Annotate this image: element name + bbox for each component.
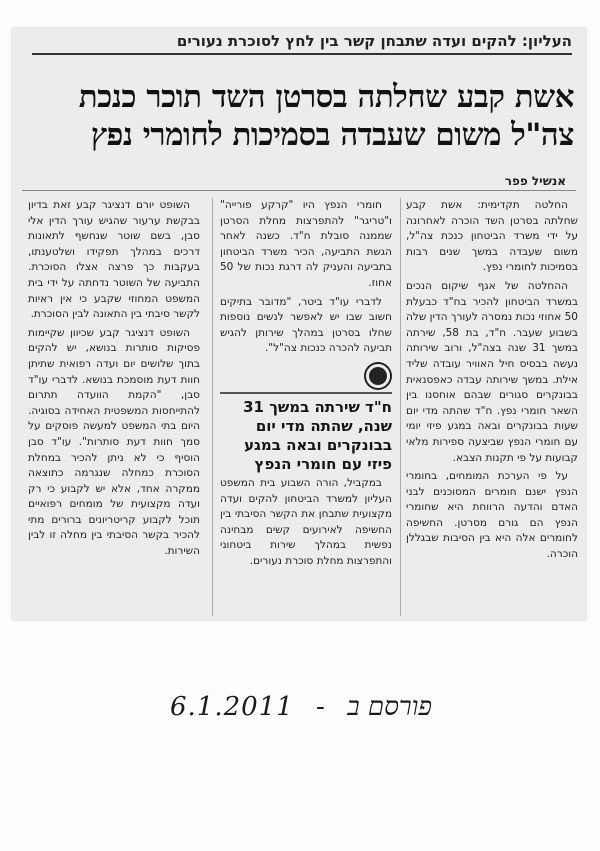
- newspaper-clipping: [12, 28, 586, 620]
- paragraph: השופט יורם דנציגר קבע זאת בדיון בבקשת ערעור שהגיש עורך הדין אלי סבן, בשם שוטר שנחשף לתאונות דרכים במהלך תפקידו ושלטענתו, בעקבות כך פרצה אצלו הסוכרת. התביעה של השוטר נדחתה על ידי בית המשפט המחוזי שקבע כי אין ראיות לקשר סיבתי בין התאונה לבין הסוכרת.: [28, 199, 200, 321]
- paragraph: ההחלטה של אגף שיקום הנכים במשרד הביטחון להכיר בח"ד כבעלת 50 אחוזי נכות נמסרה לעורך הדין שלה בשבוע שעבר. ח"ד, בת 58, שירתה במשך 31 שנה בצה"ל, ורוב שירותה נעשה בבסיס חיל האוויר עובדה שליד אילת. במשך שירותה עבדה כאפסנאית בבונקרים סגורים שבהם אוחסנו בין השאר חומרי נפץ. ח"ד שהתה מדי יום שעות בבונקרים ובאה במגע פיזי יומי עם חומרי הנפץ שביצעה ספירות מלאי קבועות על פי תקנות הצבא.: [406, 279, 578, 464]
- handwritten-annotation: [170, 692, 432, 722]
- paragraph: החלטה תקדימית: אשת קבע שחלתה בסרטן השד הוכרה לאחרונה על ידי משרד הביטחון כנכת צה"ל, משום שעבדה במשך שנים רבות בסמיכות לחומרי נפץ.: [406, 199, 578, 274]
- article-byline: אנשיל פפר: [504, 174, 566, 188]
- headline-line-2: צה"ל משום שעבדה בסמיכות לחומרי נפץ: [90, 117, 574, 153]
- column-divider: [400, 198, 401, 616]
- headline-line-1: אשת קבע שחלתה בסרטן השד תוכר כנכת: [78, 79, 574, 115]
- bullet-circle-icon: [366, 364, 390, 388]
- article-kicker: העליון: להקים ועדה שתבחן קשר בין לחץ לסוכרת נעורים: [32, 32, 572, 55]
- column-middle: [220, 198, 392, 358]
- article-headline: [24, 78, 574, 154]
- paragraph: חומרי הנפץ היו "קרקע פורייה" ו"טריגר" להתפרצות מחלת הסרטן שממנה סובלת ח"ד. כשנה לאחר הגשת התביעה, הכיר משרד הביטחון בתביעה והעניק לה דרגת נכות של 50 אחוז.: [220, 199, 392, 289]
- column-divider: [212, 198, 213, 616]
- column-middle-lower: [220, 476, 392, 616]
- paragraph: לדברי עו"ד ביטר, "מדובר בתיקים חשוב שבו יש לאפשר לנשים נוספות שחלו בסרטן במהלך שירותן להגיש תביעה להכרה כנכות צה"ל".: [220, 295, 392, 355]
- column-left: [28, 198, 200, 616]
- annotation-note: פורסם ב: [347, 692, 432, 722]
- paragraph: במקביל, הורה השבוע בית המשפט העליון למשרד הביטחון להקים ועדה מקצועית שתבחן את הקשר הסיבתי בין החשיפה לאירועים קשים מבחינה נפשית במהלך שירות ביטחוני והתפרצות מחלת סוכרת נעורים.: [220, 477, 392, 567]
- paragraph: השופט דנציגר קבע שכיוון שקיימות פסיקות סותרות בנושא, יש להקים בתוך שלושים יום ועדה רפואית שתיתן חוות דעת מוסמכת בנושא. לדברי עו"ד סבן, "הקמת הוועדה תתרום להתייחסות המשפטית האחידה בסוגיה. היום בתי המשפט למעשה פוסקים על סמך חוות דעת סותרות". עו"ד סבן הוסיף כי לא ניתן להכיר במחלת הסוכרת כמחלה שנגרמה כתוצאה ממקרה אחד, אלא יש לקבוע כי רק ועדה מקצועית של מומחים רפואיים תוכל לקבוע קריטריונים ברורים מתי להכיר בקשר הסיבתי בין מחלה זו לבין השירות.: [28, 326, 200, 558]
- paragraph: על פי הערכת המומחים, בחומרי הנפץ ישנם חומרים המסוכנים לבני האדם והדעה הרווחת היא שחומרי הנפץ הם גורם מסרטן. החשיפה לחומרים אלה היא בין הסיבות שבגללן הוכרה.: [406, 470, 578, 561]
- annotation-separator: -: [316, 692, 325, 722]
- byline-rule: [22, 190, 576, 191]
- annotation-date: 6.1.2011: [170, 692, 294, 722]
- pull-quote: ח"ד שירתה במשך 31 שנה, שהתה מדי יום בבונקרים ובאה במגע פיזי עם חומרי הנפץ: [220, 392, 392, 474]
- column-right: [406, 198, 578, 616]
